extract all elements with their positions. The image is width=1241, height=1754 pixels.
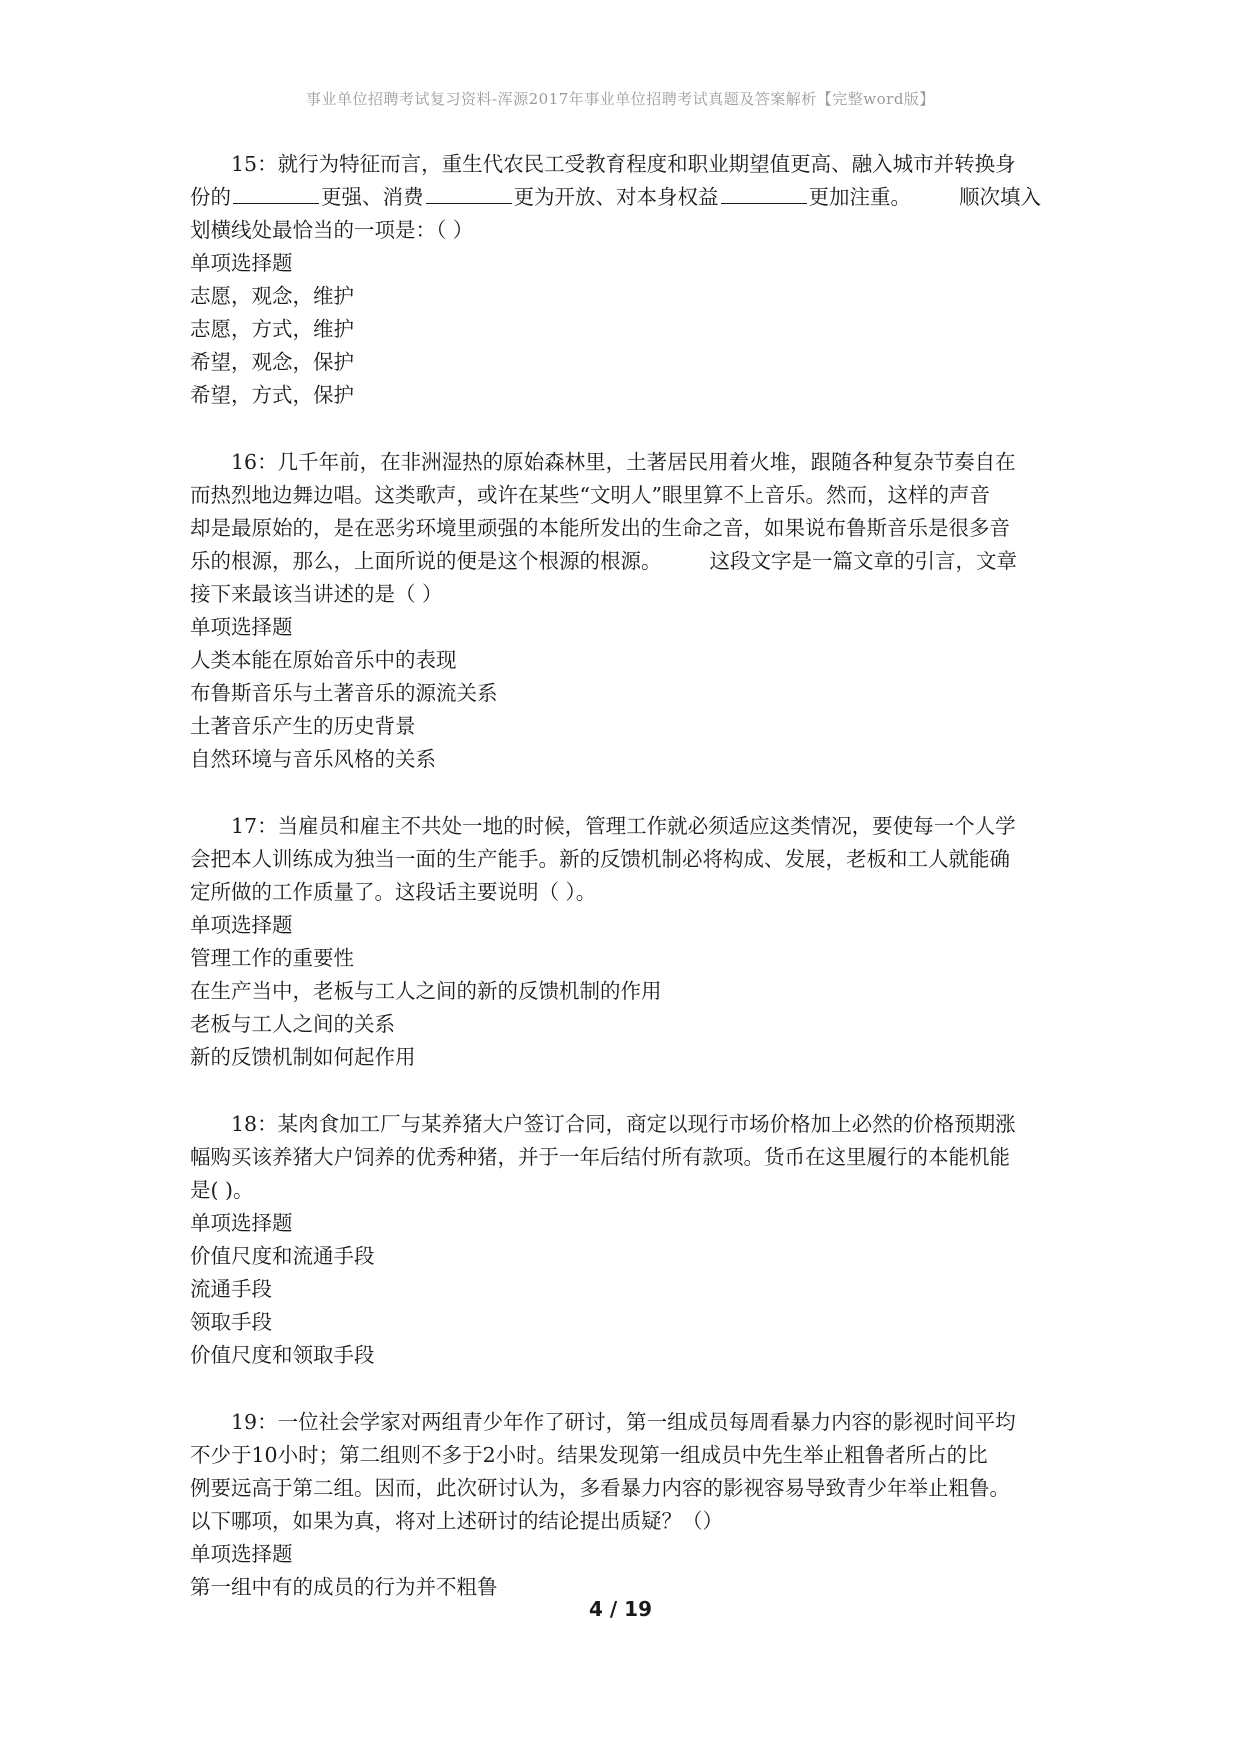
answer-option: 流通手段 <box>190 1277 272 1301</box>
fill-blank <box>426 183 512 204</box>
answer-option: 老板与工人之间的关系 <box>190 1012 395 1036</box>
answer-option: 自然环境与音乐风格的关系 <box>190 747 436 771</box>
question-text-fragment: 更强、消费 <box>321 185 424 209</box>
page-number: 4 / 19 <box>589 1597 652 1621</box>
question-text-line: 不少于10小时；第二组则不多于2小时。结果发现第一组成员中先生举止粗鲁者所占的比 <box>190 1443 988 1467</box>
answer-option: 价值尺度和领取手段 <box>190 1343 375 1367</box>
answer-option: 管理工作的重要性 <box>190 946 354 970</box>
document-header: 事业单位招聘考试复习资料-浑源2017年事业单位招聘考试真题及答案解析【完整word版】 <box>306 90 935 108</box>
question-type: 单项选择题 <box>190 615 293 639</box>
answer-option: 领取手段 <box>190 1310 272 1334</box>
question-type: 单项选择题 <box>190 1542 293 1566</box>
question-text-line: 幅购买该养猪大户饲养的优秀种猪，并于一年后结付所有款项。货币在这里履行的本能机能 <box>190 1145 1010 1169</box>
question-text-line: 17：当雇员和雇主不共处一地的时候，管理工作就必须适应这类情况，要使每一个人学 <box>231 814 1016 838</box>
page-content <box>190 148 1060 1638</box>
answer-option: 在生产当中，老板与工人之间的新的反馈机制的作用 <box>190 979 662 1003</box>
answer-option: 志愿，方式，维护 <box>190 317 354 341</box>
question-text-fragment: 顺次填入 <box>959 185 1041 209</box>
question-15 <box>190 148 1060 412</box>
fill-blank <box>721 183 807 204</box>
question-text-line: 却是最原始的，是在恶劣环境里顽强的本能所发出的生命之音，如果说布鲁斯音乐是很多音 <box>190 516 1010 540</box>
fill-blank <box>233 183 319 204</box>
answer-option: 志愿，观念，维护 <box>190 284 354 308</box>
question-type: 单项选择题 <box>190 251 293 275</box>
question-text-line: 是( )。 <box>190 1178 254 1202</box>
question-text-line: 会把本人训练成为独当一面的生产能手。新的反馈机制必将构成、发展，老板和工人就能确 <box>190 847 1010 871</box>
answer-option: 布鲁斯音乐与土著音乐的源流关系 <box>190 681 498 705</box>
question-text-line <box>190 545 1060 578</box>
question-text-fragment: 乐的根源，那么，上面所说的便是这个根源的根源。 <box>190 549 662 573</box>
answer-option: 第一组中有的成员的行为并不粗鲁 <box>190 1575 498 1599</box>
question-text-line: 15：就行为特征而言，重生代农民工受教育程度和职业期望值更高、融入城市并转换身 <box>231 152 1016 176</box>
answer-option: 价值尺度和流通手段 <box>190 1244 375 1268</box>
question-text-line: 以下哪项，如果为真，将对上述研讨的结论提出质疑？（） <box>190 1509 723 1533</box>
question-text-line: 而热烈地边舞边唱。这类歌声，或许在某些“文明人”眼里算不上音乐。然而，这样的声音 <box>190 483 990 507</box>
question-type: 单项选择题 <box>190 913 293 937</box>
answer-option: 希望，方式，保护 <box>190 383 354 407</box>
question-17 <box>190 810 1060 1074</box>
question-text-line <box>190 181 1060 214</box>
question-16 <box>190 446 1060 776</box>
answer-option: 土著音乐产生的历史背景 <box>190 714 416 738</box>
question-type: 单项选择题 <box>190 1211 293 1235</box>
question-text-fragment: 更加注重。 <box>808 185 911 209</box>
answer-option: 新的反馈机制如何起作用 <box>190 1045 416 1069</box>
question-text-line: 划横线处最恰当的一项是：（ ） <box>190 218 474 242</box>
question-text-fragment: 份的 <box>190 185 231 209</box>
answer-option: 人类本能在原始音乐中的表现 <box>190 648 457 672</box>
question-text-line: 16：几千年前，在非洲湿热的原始森林里，土著居民用着火堆，跟随各种复杂节奏自在 <box>231 450 1016 474</box>
question-19 <box>190 1406 1060 1604</box>
question-text-line: 例要远高于第二组。因而，此次研讨认为，多看暴力内容的影视容易导致青少年举止粗鲁。 <box>190 1476 1010 1500</box>
question-text-fragment: 更为开放、对本身权益 <box>513 185 719 209</box>
question-text-fragment: 这段文字是一篇文章的引言，文章 <box>709 549 1017 573</box>
question-text-line: 18：某肉食加工厂与某养猪大户签订合同，商定以现行市场价格加上必然的价格预期涨 <box>231 1112 1016 1136</box>
answer-option: 希望，观念，保护 <box>190 350 354 374</box>
question-text-line: 定所做的工作质量了。这段话主要说明（ ）。 <box>190 880 597 904</box>
question-text-line: 接下来最该当讲述的是（ ） <box>190 582 443 606</box>
question-text-line: 19：一位社会学家对两组青少年作了研讨，第一组成员每周看暴力内容的影视时间平均 <box>231 1410 1016 1434</box>
question-18 <box>190 1108 1060 1372</box>
